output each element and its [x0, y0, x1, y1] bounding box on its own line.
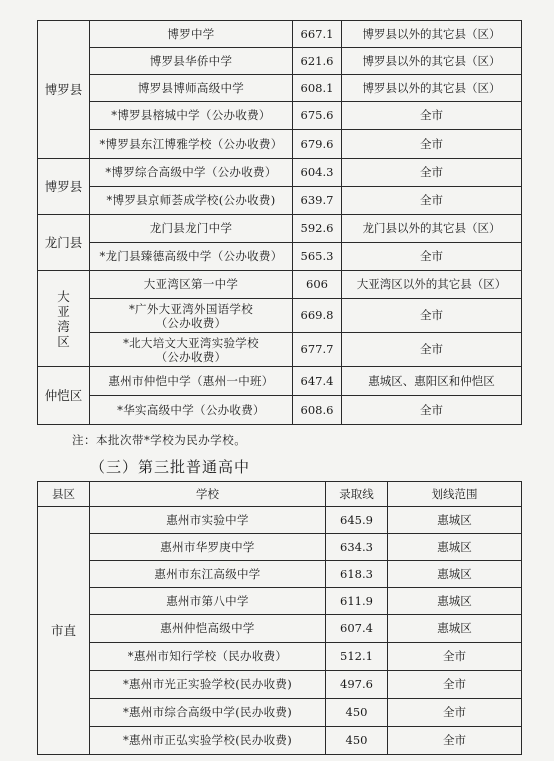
score-cell: 677.7 [293, 333, 342, 367]
school-cell: *博罗县京师荟成学校(公办收费) [90, 187, 293, 215]
table-row [38, 671, 522, 699]
table-row [38, 727, 522, 755]
school-cell: *惠州市知行学校（民办收费） [90, 643, 326, 671]
score-cell: 645.9 [326, 507, 388, 534]
school-cell: 惠州市实验中学 [90, 507, 326, 534]
range-cell: 惠城区、惠阳区和仲恺区 [342, 367, 522, 396]
school-cell: *博罗县东江博雅学校（公办收费） [90, 130, 293, 159]
district-cell: 市直 [38, 507, 90, 755]
range-cell: 惠城区 [388, 507, 522, 534]
school-cell [90, 299, 293, 333]
table-row [38, 333, 522, 367]
score-cell: 667.1 [293, 21, 342, 48]
table-row [38, 534, 522, 561]
score-cell: 647.4 [293, 367, 342, 396]
score-cell: 675.6 [293, 102, 342, 130]
school-cell: *华实高级中学（公办收费） [90, 396, 293, 425]
score-cell: 604.3 [293, 159, 342, 187]
table-row [38, 102, 522, 130]
school-cell [90, 333, 293, 367]
table-header-row [38, 482, 522, 507]
score-cell: 608.6 [293, 396, 342, 425]
range-cell: 全市 [388, 727, 522, 755]
school-name-line1: *广外大亚湾外国语学校 [128, 301, 254, 316]
table-row [38, 243, 522, 271]
range-cell: 全市 [342, 187, 522, 215]
table-row [38, 561, 522, 588]
range-cell: 龙门县以外的其它县（区） [342, 215, 522, 243]
score-cell: 608.1 [293, 75, 342, 102]
range-cell: 全市 [342, 102, 522, 130]
district-cell: 博罗县 [38, 159, 90, 215]
admission-table-batch3 [37, 481, 522, 755]
score-cell: 497.6 [326, 671, 388, 699]
range-cell: 全市 [388, 643, 522, 671]
admission-table-batch2 [37, 20, 522, 425]
table-row [38, 187, 522, 215]
score-cell: 679.6 [293, 130, 342, 159]
school-cell: 博罗中学 [90, 21, 293, 48]
score-cell: 592.6 [293, 215, 342, 243]
table-row [38, 215, 522, 243]
school-name-line1: *北大培文大亚湾实验学校 [123, 335, 259, 350]
range-cell: 全市 [388, 699, 522, 727]
table-row [38, 615, 522, 643]
school-cell: *博罗县榕城中学（公办收费） [90, 102, 293, 130]
score-cell: 634.3 [326, 534, 388, 561]
score-cell: 450 [326, 699, 388, 727]
score-cell: 565.3 [293, 243, 342, 271]
range-cell: 大亚湾区以外的其它县（区） [342, 271, 522, 299]
range-cell: 全市 [342, 396, 522, 425]
table-row [38, 643, 522, 671]
score-cell: 611.9 [326, 588, 388, 615]
school-cell: 博罗县博师高级中学 [90, 75, 293, 102]
range-cell: 全市 [342, 299, 522, 333]
range-cell: 全市 [388, 671, 522, 699]
score-cell: 450 [326, 727, 388, 755]
school-cell: 大亚湾区第一中学 [90, 271, 293, 299]
range-cell: 惠城区 [388, 588, 522, 615]
range-cell: 全市 [342, 243, 522, 271]
column-header-school: 学校 [90, 482, 326, 507]
school-cell: 惠州仲恺高级中学 [90, 615, 326, 643]
table-row [38, 130, 522, 159]
range-cell: 惠城区 [388, 561, 522, 588]
school-cell: *惠州市光正实验学校(民办收费) [90, 671, 326, 699]
table-row [38, 299, 522, 333]
district-cell: 仲恺区 [38, 367, 90, 425]
score-cell: 621.6 [293, 48, 342, 75]
score-cell: 512.1 [326, 643, 388, 671]
district-cell: 大亚湾区 [38, 271, 90, 367]
score-cell: 639.7 [293, 187, 342, 215]
range-cell: 博罗县以外的其它县（区） [342, 21, 522, 48]
school-cell: 惠州市第八中学 [90, 588, 326, 615]
score-cell: 669.8 [293, 299, 342, 333]
school-cell: *龙门县臻德高级中学（公办收费） [90, 243, 293, 271]
range-cell: 博罗县以外的其它县（区） [342, 48, 522, 75]
table-row [38, 75, 522, 102]
school-name-line2: （公办收费） [155, 349, 227, 364]
school-cell: 龙门县龙门中学 [90, 215, 293, 243]
school-cell: *惠州市综合高级中学(民办收费) [90, 699, 326, 727]
district-cell: 博罗县 [38, 21, 90, 159]
column-header-range: 划线范围 [388, 482, 522, 507]
range-cell: 全市 [342, 130, 522, 159]
district-cell: 龙门县 [38, 215, 90, 271]
range-cell: 博罗县以外的其它县（区） [342, 75, 522, 102]
table-row [38, 699, 522, 727]
section-title: （三）第三批普通高中 [90, 458, 251, 476]
table-row [38, 396, 522, 425]
school-name-line2: （公办收费） [155, 315, 227, 330]
score-cell: 606 [293, 271, 342, 299]
table-footnote: 注：本批次带*学校为民办学校。 [72, 433, 247, 447]
table-row [38, 507, 522, 534]
table-row [38, 48, 522, 75]
school-cell: 惠州市华罗庚中学 [90, 534, 326, 561]
score-cell: 618.3 [326, 561, 388, 588]
table-row [38, 367, 522, 396]
school-cell: 惠州市仲恺中学（惠州一中班） [90, 367, 293, 396]
column-header-district: 县区 [38, 482, 90, 507]
school-cell: *博罗综合高级中学（公办收费） [90, 159, 293, 187]
school-cell: *惠州市正弘实验学校(民办收费) [90, 727, 326, 755]
table-row [38, 21, 522, 48]
range-cell: 全市 [342, 159, 522, 187]
table-row [38, 588, 522, 615]
range-cell: 全市 [342, 333, 522, 367]
table-row [38, 271, 522, 299]
table-row [38, 159, 522, 187]
column-header-score: 录取线 [326, 482, 388, 507]
range-cell: 惠城区 [388, 534, 522, 561]
score-cell: 607.4 [326, 615, 388, 643]
range-cell: 惠城区 [388, 615, 522, 643]
school-cell: 惠州市东江高级中学 [90, 561, 326, 588]
school-cell: 博罗县华侨中学 [90, 48, 293, 75]
